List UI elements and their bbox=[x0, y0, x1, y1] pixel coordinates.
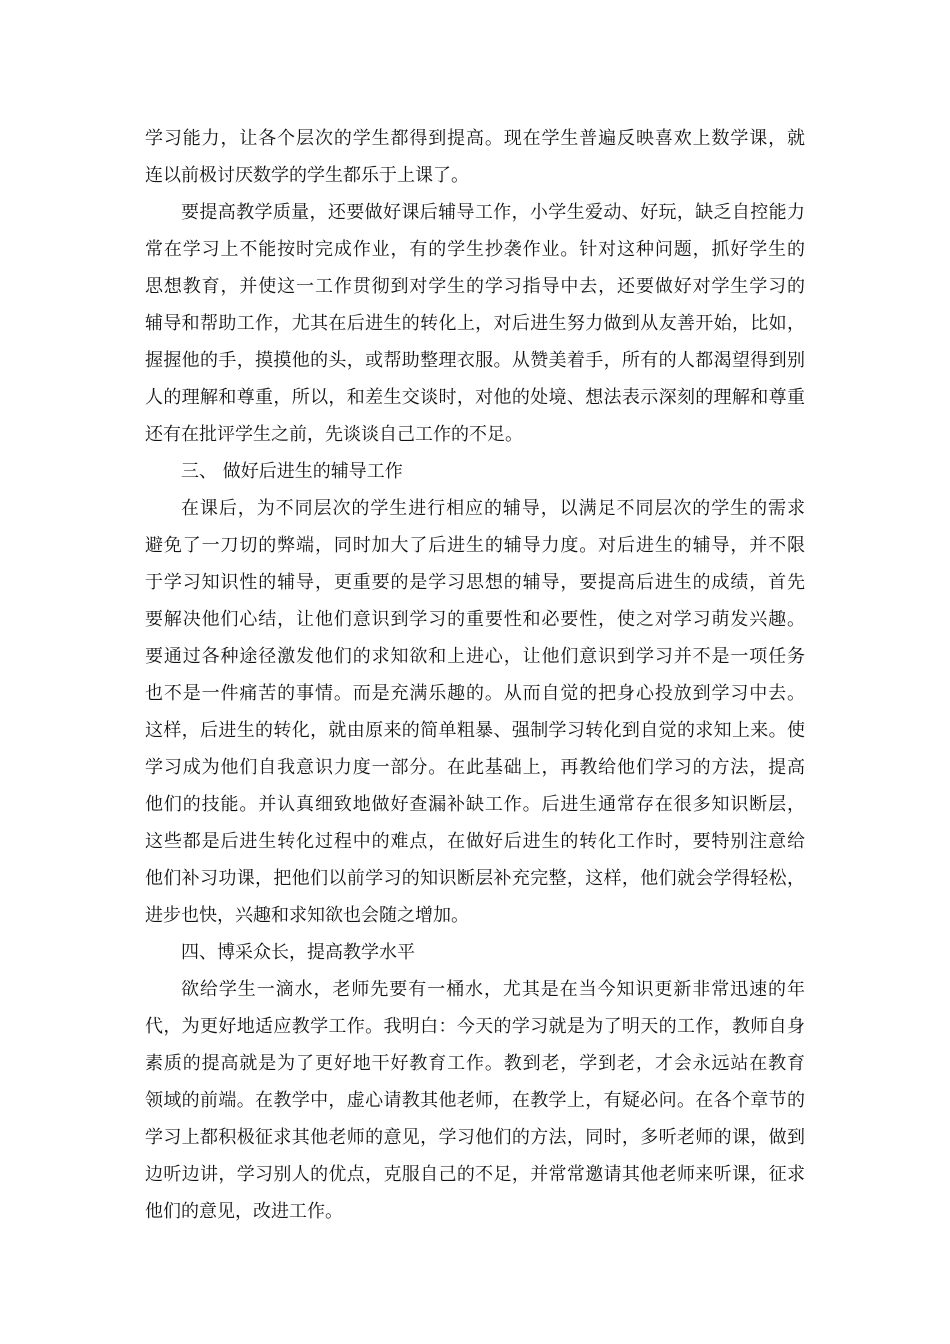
text-line: 思想教育，并使这一工作贯彻到对学生的学习指导中去，还要做好对学生学习的 bbox=[145, 276, 805, 297]
text-line: 进步也快，兴趣和求知欲也会随之增加。 bbox=[145, 905, 469, 926]
text-line: 在课后，为不同层次的学生进行相应的辅导，以满足不同层次的学生的需求 bbox=[181, 498, 805, 519]
text-line: 代，为更好地适应教学工作。我明白：今天的学习就是为了明天的工作，教师自身 bbox=[145, 1016, 805, 1037]
text-line: 还有在批评学生之前，先谈谈自己工作的不足。 bbox=[145, 424, 523, 445]
text-line: 这样，后进生的转化，就由原来的简单粗暴、强制学习转化到自觉的求知上来。使 bbox=[145, 720, 805, 741]
text-line: 人的理解和尊重，所以，和差生交谈时，对他的处境、想法表示深刻的理解和尊重 bbox=[145, 387, 805, 408]
text-line: 要通过各种途径激发他们的求知欲和上进心，让他们意识到学习并不是一项任务 bbox=[145, 646, 805, 667]
section-heading: 四、博采众长，提高教学水平 bbox=[181, 942, 415, 963]
text-line: 这些都是后进生转化过程中的难点，在做好后进生的转化工作时，要特别注意给 bbox=[145, 831, 805, 852]
text-line: 学习上都积极征求其他老师的意见，学习他们的方法，同时，多听老师的课，做到 bbox=[145, 1127, 805, 1148]
text-line: 于学习知识性的辅导，更重要的是学习思想的辅导，要提高后进生的成绩，首先 bbox=[145, 572, 805, 593]
text-line: 领域的前端。在教学中，虚心请教其他老师，在教学上，有疑必问。在各个章节的 bbox=[145, 1090, 805, 1111]
text-line: 要提高教学质量，还要做好课后辅导工作，小学生爱动、好玩，缺乏自控能力 bbox=[181, 202, 805, 223]
text-line: 也不是一件痛苦的事情。而是充满乐趣的。从而自觉的把身心投放到学习中去。 bbox=[145, 683, 805, 704]
section-heading: 三、 做好后进生的辅导工作 bbox=[181, 461, 403, 482]
text-line: 学习能力，让各个层次的学生都得到提高。现在学生普遍反映喜欢上数学课，就 bbox=[145, 128, 805, 149]
text-line: 学习成为他们自我意识力度一部分。在此基础上，再教给他们学习的方法，提高 bbox=[145, 757, 805, 778]
text-line: 边听边讲，学习别人的优点，克服自己的不足，并常常邀请其他老师来听课，征求 bbox=[145, 1164, 805, 1185]
text-line: 握握他的手，摸摸他的头，或帮助整理衣服。从赞美着手，所有的人都渴望得到别 bbox=[145, 350, 805, 371]
text-line: 避免了一刀切的弊端，同时加大了后进生的辅导力度。对后进生的辅导，并不限 bbox=[145, 535, 805, 556]
text-line: 他们补习功课，把他们以前学习的知识断层补充完整，这样，他们就会学得轻松， bbox=[145, 868, 805, 889]
text-line: 他们的技能。并认真细致地做好查漏补缺工作。后进生通常存在很多知识断层， bbox=[145, 794, 805, 815]
text-line: 欲给学生一滴水，老师先要有一桶水，尤其是在当今知识更新非常迅速的年 bbox=[181, 979, 805, 1000]
text-line: 他们的意见，改进工作。 bbox=[145, 1201, 343, 1222]
text-line: 常在学习上不能按时完成作业，有的学生抄袭作业。针对这种问题，抓好学生的 bbox=[145, 239, 805, 260]
text-line: 要解决他们心结，让他们意识到学习的重要性和必要性，使之对学习萌发兴趣。 bbox=[145, 609, 805, 630]
text-line: 素质的提高就是为了更好地干好教育工作。教到老，学到老，才会永远站在教育 bbox=[145, 1053, 805, 1074]
text-line: 连以前极讨厌数学的学生都乐于上课了。 bbox=[145, 165, 469, 186]
text-line: 辅导和帮助工作，尤其在后进生的转化上，对后进生努力做到从友善开始，比如， bbox=[145, 313, 805, 334]
